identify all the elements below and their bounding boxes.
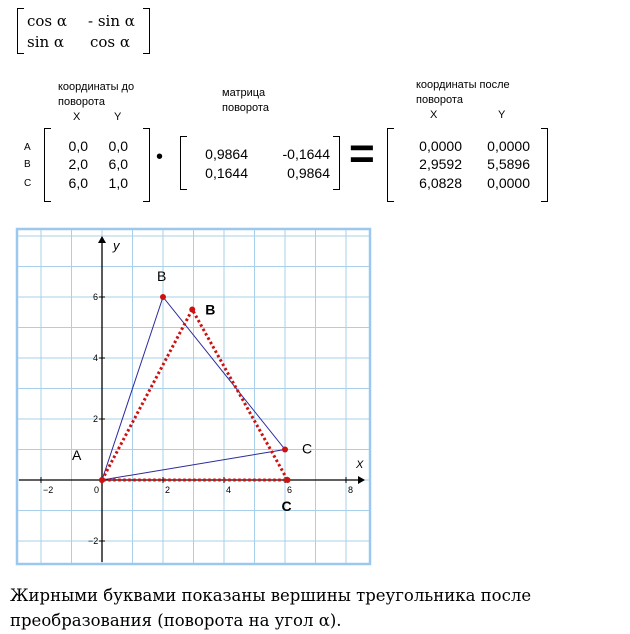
after-cell: 6,0828 (419, 175, 462, 191)
matrix-cell: -0,1644 (282, 146, 330, 162)
multiply-operator: • (156, 146, 164, 168)
before-cell: 0,0 (108, 138, 128, 154)
equals-sign: = (349, 129, 375, 178)
after-header-line2: поворота (416, 94, 463, 106)
rotated-vertex-c (285, 477, 291, 483)
row-label-a: A (24, 142, 31, 153)
matrix-header-line2: поворота (222, 102, 269, 114)
matrix-cell: 0,9864 (205, 146, 248, 162)
symbolic-cell-12: - sin α (88, 12, 135, 30)
before-cell: 6,0 (68, 175, 88, 191)
y-tick-label: −2 (88, 536, 99, 546)
before-cell: 2,0 (68, 156, 88, 172)
before-cell: 1,0 (108, 175, 128, 191)
after-cell: 2,9592 (419, 156, 462, 172)
before-cell: 6,0 (108, 156, 128, 172)
after-col-y: Y (498, 109, 506, 121)
y-axis-label: y (113, 238, 120, 253)
x-tick-label: 8 (348, 485, 354, 495)
rotated-label-b: B (205, 301, 216, 318)
matrix-header-line1: матрица (222, 87, 266, 99)
symbolic-cell-11: cos α (27, 12, 68, 30)
x-tick-label: 0 (94, 485, 100, 495)
row-label-b: B (24, 159, 31, 170)
after-cell: 0,0000 (419, 138, 462, 154)
before-header-line2: поворота (58, 96, 105, 108)
rotated-label-c: C (281, 498, 292, 514)
matrix-cell: 0,1644 (205, 165, 248, 181)
row-label-c: C (24, 178, 32, 189)
symbolic-cell-22: cos α (90, 33, 131, 51)
y-tick-label: 4 (93, 353, 99, 363)
original-vertex-c (282, 447, 288, 453)
x-tick-label: 6 (287, 485, 293, 495)
after-header-line1: координаты после (416, 79, 510, 91)
original-label-a: A (72, 447, 82, 463)
before-col-x: X (73, 111, 81, 123)
after-cell: 0,0000 (487, 138, 530, 154)
matrix-cell: 0,9864 (287, 165, 330, 181)
x-tick-label: 4 (226, 485, 232, 495)
x-tick-label: −2 (43, 485, 54, 495)
symbolic-cell-21: sin α (27, 33, 65, 51)
y-tick-label: 6 (93, 292, 99, 302)
after-col-x: X (430, 109, 438, 121)
rotated-vertex-a (99, 477, 105, 483)
x-axis-label: X (356, 459, 364, 471)
before-cell: 0,0 (68, 138, 88, 154)
after-cell: 5,5896 (487, 156, 530, 172)
before-header-line1: координаты до (58, 81, 135, 93)
original-vertex-b (160, 294, 166, 300)
rotated-vertex-b (189, 307, 195, 313)
x-tick-label: 2 (165, 485, 171, 495)
original-label-c: C (302, 440, 313, 457)
after-cell: 0,0000 (487, 175, 530, 191)
y-tick-label: 2 (93, 414, 99, 424)
caption: Жирными буквами показаны вершины треугольника после преобразования (поворота на угол α). (10, 586, 532, 630)
before-col-y: Y (114, 111, 122, 123)
original-label-b: B (157, 268, 167, 284)
